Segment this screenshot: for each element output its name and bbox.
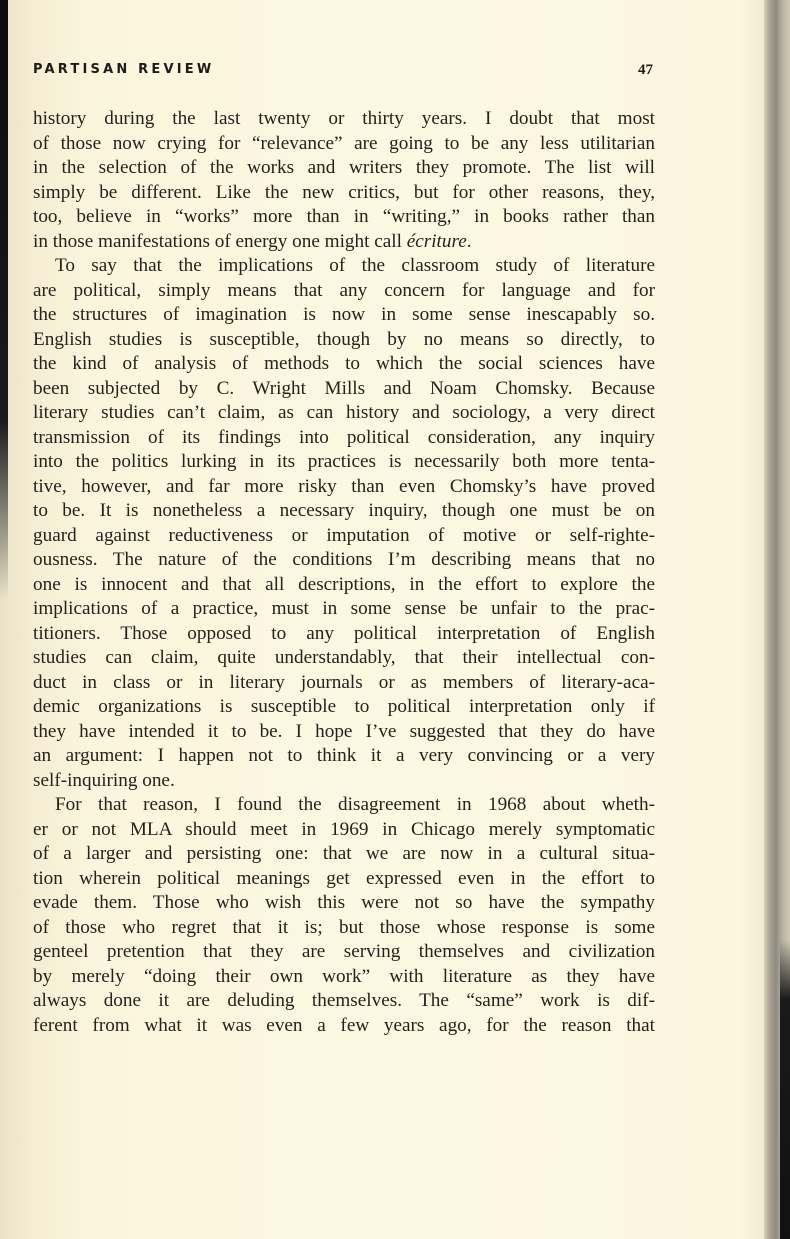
- text-line: by merely “doing their own work” with literature as they have: [33, 965, 655, 987]
- paragraph: [33, 793, 655, 1038]
- text-line: the kind of analysis of methods to which the social sciences have: [33, 353, 655, 374]
- text-line: of those who regret that it is; but those whose response is some: [33, 916, 655, 938]
- paragraph: [33, 107, 655, 254]
- body-text: [33, 107, 655, 1038]
- text-line: ferent from what it was even a few years ago, for the reason that: [33, 1014, 655, 1036]
- text-line-with-italic: in those manifestations of energy one might call écriture.: [33, 230, 472, 252]
- binding-gutter-shadow: [0, 0, 8, 600]
- text-line: they have intended it to be. I hope I’ve suggested that they do have: [33, 720, 655, 742]
- text-line: tion wherein political meanings get expressed even in the effort to: [33, 867, 655, 889]
- text-line: one is innocent and that all descriptions, in the effort to explore the: [33, 573, 655, 595]
- text-line: duct in class or in literary journals or as members of literary-aca-: [33, 671, 655, 693]
- text-line: er or not MLA should meet in 1969 in Chicago merely symptomatic: [33, 818, 655, 840]
- text-line: an argument: I happen not to think it a very convincing or a very: [33, 745, 655, 766]
- text-line: For that reason, I found the disagreement in 1968 about wheth-: [55, 794, 655, 815]
- text-line: titioners. Those opposed to any political interpretation of English: [33, 622, 655, 644]
- running-head: [33, 62, 653, 82]
- text-line: evade them. Those who wish this were not so have the sympathy: [33, 892, 655, 913]
- text-line: simply be different. Like the new critics, but for other reasons, they,: [33, 181, 655, 203]
- paragraph: [33, 254, 655, 793]
- text-line: of a larger and persisting one: that we are now in a cultural situa-: [33, 843, 655, 864]
- text-line: history during the last twenty or thirty years. I doubt that most: [33, 108, 655, 129]
- italic-term: écriture: [406, 230, 467, 252]
- text-line: studies can claim, quite understandably, that their intellectual con-: [33, 647, 655, 668]
- text-line: too, believe in “works” more than in “writing,” in books rather than: [33, 206, 655, 227]
- text-line: English studies is susceptible, though by no means so directly, to: [33, 328, 655, 350]
- text-line: of those now crying for “relevance” are going to be any less utilitarian: [33, 132, 655, 154]
- text-line: genteel pretention that they are serving themselves and civilization: [33, 941, 655, 962]
- text-line: literary studies can’t claim, as can history and sociology, a very direct: [33, 402, 655, 423]
- text-line: are political, simply means that any concern for language and for: [33, 279, 655, 301]
- page-number: 47: [638, 62, 653, 78]
- text-line: transmission of its findings into political consideration, any inquiry: [33, 426, 655, 448]
- text-line: self-inquiring one.: [33, 769, 175, 791]
- text-line: demic organizations is susceptible to political interpretation only if: [33, 696, 655, 717]
- text-line: always done it are deluding themselves. The “same” work is dif-: [33, 990, 655, 1011]
- text-line: to be. It is nonetheless a necessary inquiry, though one must be on: [33, 500, 655, 521]
- text-line: tive, however, and far more risky than even Chomsky’s have proved: [33, 475, 655, 497]
- text-line: implications of a practice, must in some sense be unfair to the prac-: [33, 598, 655, 619]
- page-edge-shadow: [780, 940, 790, 1239]
- text-line: ousness. The nature of the conditions I’m describing means that no: [33, 549, 655, 570]
- text-line: been subjected by C. Wright Mills and Noam Chomsky. Because: [33, 377, 655, 399]
- text-line: To say that the implications of the classroom study of literature: [55, 255, 655, 276]
- text-line: guard against reductiveness or imputation of motive or self-righte-: [33, 524, 655, 546]
- text-line: the structures of imagination is now in some sense inescapably so.: [33, 304, 655, 325]
- text-line: into the politics lurking in its practices is necessarily both more tenta-: [33, 451, 655, 472]
- text-line: in the selection of the works and writers they promote. The list will: [33, 157, 655, 178]
- journal-title: PARTISAN REVIEW: [33, 62, 215, 77]
